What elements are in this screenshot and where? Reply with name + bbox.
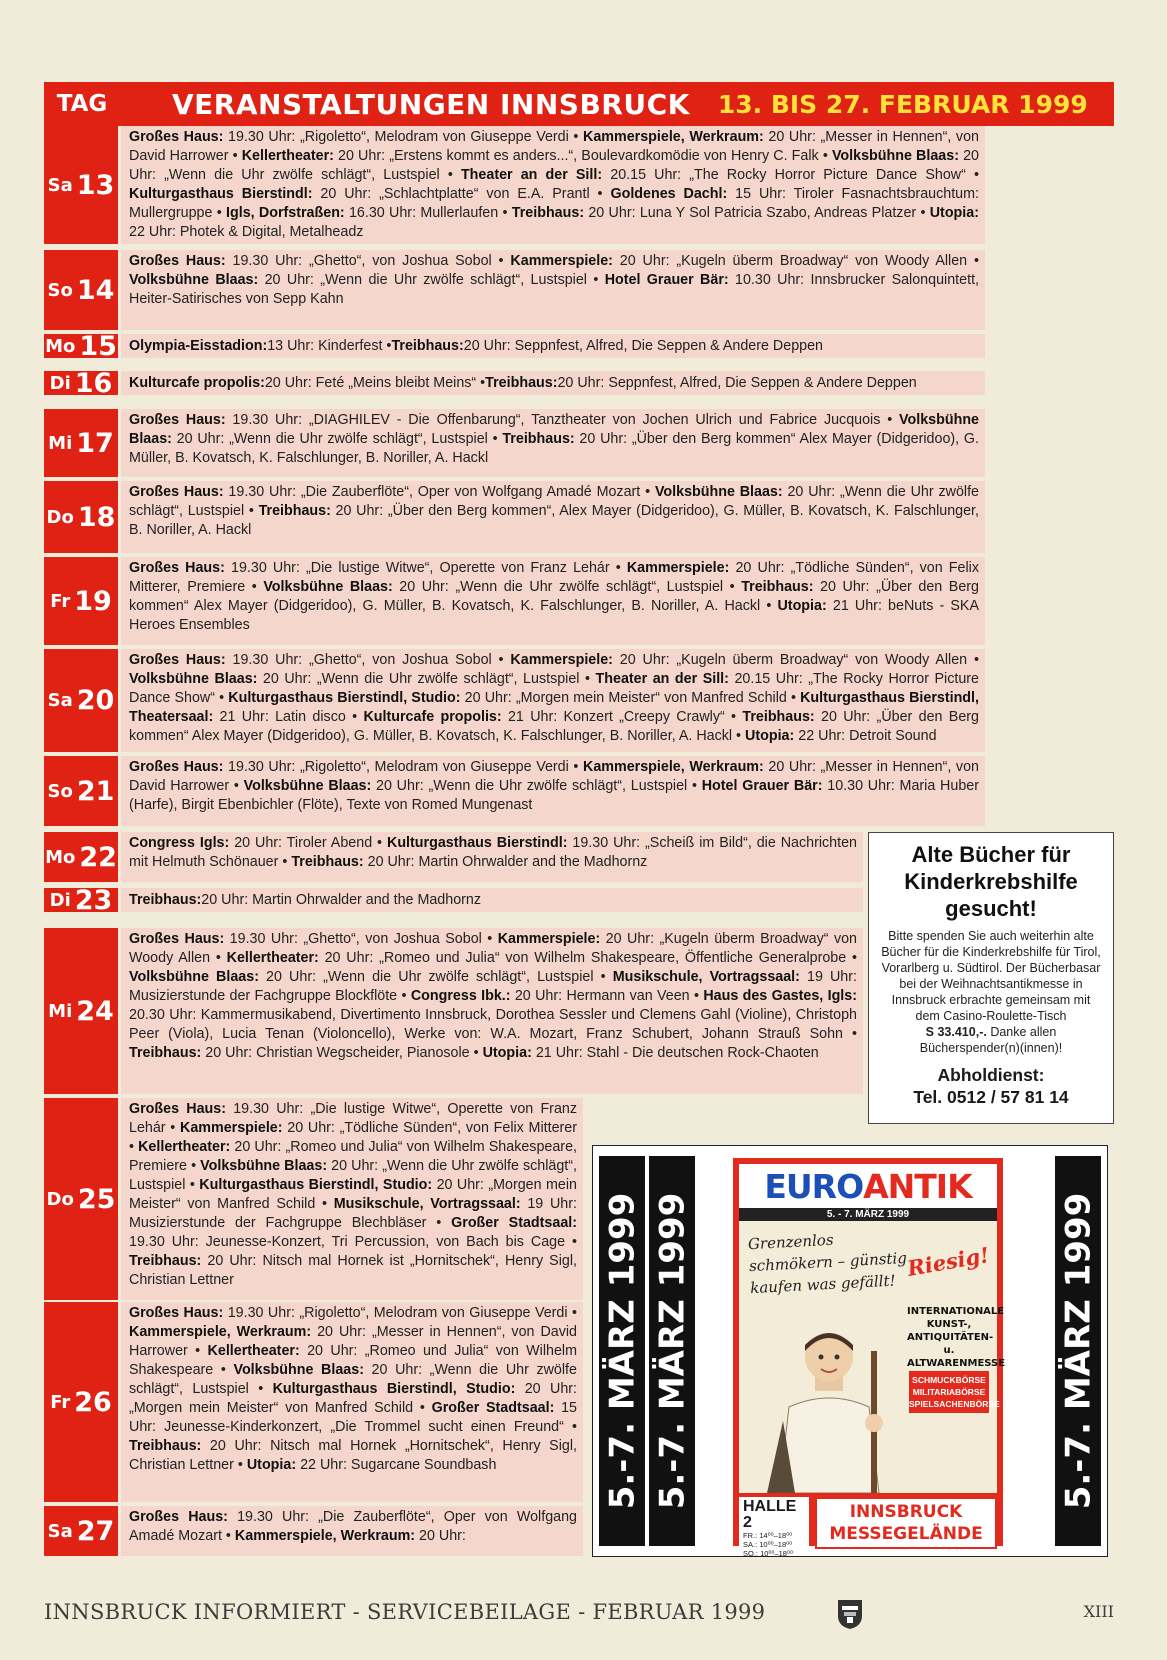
day-label xyxy=(44,928,118,1094)
poster-location: INNSBRUCK MESSEGELÄNDE xyxy=(815,1497,997,1549)
weekday: Sa xyxy=(47,1520,73,1542)
day-label xyxy=(44,126,118,244)
poster-fair-name: INTERNATIONALE KUNST-, ANTIQUITÄTEN- u. ALTWARENMESSE xyxy=(907,1306,1006,1369)
euroantik-logo: EURO ANTIK xyxy=(739,1164,997,1208)
day-label xyxy=(44,649,118,752)
notice-contact: Abholdienst: Tel. 0512 / 57 81 14 xyxy=(879,1064,1103,1108)
event-entry: Kulturcafe propolis: 20 Uhr: Feté „Meins bleibt Meins“ • Treibhaus: 20 Uhr: Seppnfest, Alfred, Die Seppen & Andere Deppen xyxy=(121,371,985,395)
innsbruck-crest-icon xyxy=(836,1598,864,1630)
day-label xyxy=(44,884,118,916)
poster-slogan: Grenzenlos schmökern – günstig kaufen was gefällt! xyxy=(747,1230,908,1298)
weekday: Sa xyxy=(47,174,73,196)
day-label xyxy=(44,330,118,362)
event-entry: Großes Haus: 19.30 Uhr: „Rigoletto“, Melodram von Giuseppe Verdi • Kammerspiele, Werkraum: 20 Uhr: „Messer in Hennen“, von David Harrower • Volksbühne Blaas: 20 Uhr: „Wenn die Uhr zwölfe schlägt“, Lustspiel • Hotel Grauer Bär: 10.30 Uhr: Maria Huber (Harfe), Birgit Ebenbichler (Flöte), Texte von Romed Mungenast xyxy=(121,756,985,826)
day-number: 18 xyxy=(77,501,116,533)
day-label xyxy=(44,250,118,330)
event-entry: Großes Haus: 19.30 Uhr: „Rigoletto“, Melodram von Giuseppe Verdi • Kammerspiele, Werkraum: 20 Uhr: „Messer in Hennen“, von David Harrower • Kellertheater: 20 Uhr: „Erstens kommt es anders...“, Boulevardkomödie von Henry C. Falk • Volksbühne Blaas: 20 Uhr: „Wenn die Uhr zwölfe schlägt“, Lustspiel • Theater an der Sill: 20.15 Uhr: „The Rocky Horror Picture Dance Show“ • Kulturgasthaus Bierstindl: 20 Uhr: „Schlachtplatte“ von E.A. Prantl • Goldenes Dachl: 15 Uhr: Tiroler Fasnachtsbrauchtum: Mullergruppe • Igls, Dorfstraßen: 16.30 Uhr: Mullerlaufen • Treibhaus: 20 Uhr: Luna Y Sol Patricia Szabo, Andreas Platzer • Utopia: 22 Uhr: Photek & Digital, Metalheadz xyxy=(121,126,985,244)
event-entry: Treibhaus: 20 Uhr: Martin Ohrwalder and the Madhornz xyxy=(121,888,863,912)
day-number: 19 xyxy=(74,585,112,617)
day-number: 26 xyxy=(74,1386,112,1418)
date-range: 13. BIS 27. FEBRUAR 1999 xyxy=(717,89,1088,119)
day-label xyxy=(44,1302,118,1502)
day-label xyxy=(44,481,118,553)
weekday: Fr xyxy=(50,1391,71,1413)
column-tag-label: TAG xyxy=(56,91,108,117)
page-title: VERANSTALTUNGEN INNSBRUCK xyxy=(172,87,690,121)
page-number: XIII xyxy=(1083,1602,1114,1621)
poster-sub-fairs: SCHMUCKBÖRSE MILITARIABÖRSE SPIELSACHENBÖRSE xyxy=(909,1371,989,1413)
poster-artwork xyxy=(739,1221,1006,1493)
weekday: Di xyxy=(49,889,71,911)
event-entry: Großes Haus: 19.30 Uhr: „Die lustige Witwe“, Operette von Franz Lehár • Kammerspiele: 20 Uhr: „Tödliche Sünden“, von Felix Mitterer, Premiere • Volksbühne Blaas: 20 Uhr: „Wenn die Uhr zwölfe schlägt“, Lustspiel • Treibhaus: 20 Uhr: „Über den Berg kommen“ Alex Mayer (Didgeridoo), G. Müller, B. Kovatsch, K. Falschlunger, B. Noriller, A. Hackl • Utopia: 21 Uhr: beNuts - SKA Heroes Ensembles xyxy=(121,557,985,645)
day-number: 16 xyxy=(74,367,113,399)
weekday: Di xyxy=(49,372,71,394)
date-strip-2: 5.-7. MÄRZ 1999 xyxy=(649,1156,695,1546)
day-number: 24 xyxy=(76,995,114,1027)
day-label xyxy=(44,832,118,882)
weekday: Do xyxy=(46,506,74,528)
day-number: 27 xyxy=(76,1515,115,1547)
poster-hall: HALLE 2 FR.: 14⁰⁰–18⁰⁰ SA.: 10⁰⁰–18⁰⁰ SO.: 10⁰⁰–18⁰⁰ xyxy=(739,1497,809,1549)
euroantik-poster xyxy=(733,1158,1006,1558)
table-header xyxy=(44,82,1114,126)
event-entry: Großes Haus: 19.30 Uhr: „Die Zauberflöte“, Oper von Wolfgang Amadé Mozart • Volksbühne Blaas: 20 Uhr: „Wenn die Uhr zwölfe schlägt“, Lustspiel • Treibhaus: 20 Uhr: „Über den Berg kommen“, Alex Mayer (Didgeridoo), G. Müller, B. Kovatsch, K. Falschlunger, B. Noriller, A. Hackl xyxy=(121,481,985,553)
notice-thanks: Danke allen Bücherspender(n)(innen)! xyxy=(919,1025,1063,1055)
event-entry: Großes Haus: 19.30 Uhr: „Die Zauberflöte“, Oper von Wolfgang Amadé Mozart • Kammerspiele, Werkraum: 20 Uhr: xyxy=(121,1506,583,1556)
weekday: Mi xyxy=(48,432,73,454)
notice-body: Bitte spenden Sie auch weiterhin alte Bücher für die Kinderkrebshilfe für Tirol, Vorarlberg u. Südtirol. Der Bücherbasar bei der Weihnachtsantikmesse in Innsbruck erbrachte gemeinsam mit dem Casino-Roulette-Tisch S 33.410,-. Danke allen Bücherspender(n)(innen)! xyxy=(881,929,1101,1055)
poster-date: 5. - 7. MÄRZ 1999 xyxy=(739,1208,997,1221)
weekday: Mo xyxy=(45,335,76,357)
date-strip-1: 5.-7. MÄRZ 1999 xyxy=(599,1156,645,1546)
notice-box xyxy=(868,832,1114,1124)
event-entry: Großes Haus: 19.30 Uhr: „DIAGHILEV - Die Offenbarung“, Tanztheater von Jochen Ulrich und Fabrice Jucquois • Volksbühne Blaas: 20 Uhr: „Wenn die Uhr zwölfe schlägt“, Lustspiel • Treibhaus: 20 Uhr: „Über den Berg kommen“ Alex Mayer (Didgeridoo), G. Müller, B. Kovatsch, K. Falschlunger, B. Noriller, A. Hackl xyxy=(121,409,985,477)
event-entry: Großes Haus: 19.30 Uhr: „Die lustige Witwe“, Operette von Franz Lehár • Kammerspiele: 20 Uhr: „Tödliche Sünden“, von Felix Mitterer • Kellertheater: 20 Uhr: „Romeo und Julia“ von Wilhelm Shakespeare, Premiere • Volksbühne Blaas: 20 Uhr: „Wenn die Uhr zwölfe schlägt“, Lustspiel • Kulturgasthaus Bierstindl, Studio: 20 Uhr: „Morgen mein Meister“ von Manfred Schild • Musikschule, Vortragssaal: 19 Uhr: Musizierstunde der Fachgruppe Blechbläser • Großer Stadtsaal: 19.30 Uhr: Jeunesse-Konzert, Tri Percussion, von Bach bis Cage • Treibhaus: 20 Uhr: Nitsch mal Hornek ist „Hornitschek“, Henry Sigl, Christian Lettner xyxy=(121,1098,583,1300)
weekday: So xyxy=(47,279,73,301)
phone-number: Tel. 0512 / 57 81 14 xyxy=(913,1087,1069,1107)
boy-illustration-icon xyxy=(759,1311,899,1493)
event-entry: Großes Haus: 19.30 Uhr: „Ghetto“, von Joshua Sobol • Kammerspiele: 20 Uhr: „Kugeln überm Broadway“ von Woody Allen • Volksbühne Blaas: 20 Uhr: „Wenn die Uhr zwölfe schlägt“, Lustspiel • Theater an der Sill: 20.15 Uhr: „The Rocky Horror Picture Dance Show“ • Kulturgasthaus Bierstindl, Studio: 20 Uhr: „Morgen mein Meister“ von Manfred Schild • Kulturgasthaus Bierstindl, Theatersaal: 21 Uhr: Latin disco • Kulturcafe propolis: 21 Uhr: Konzert „Creepy Crawly“ • Treibhaus: 20 Uhr: „Über den Berg kommen“ Alex Mayer (Didgeridoo), G. Müller, B. Kovatsch, K. Falschlunger, B. Noriller, A. Hackl • Utopia: 22 Uhr: Detroit Sound xyxy=(121,649,985,752)
weekday: Fr xyxy=(50,590,71,612)
day-label xyxy=(44,1098,118,1300)
event-entry: Großes Haus: 19.30 Uhr: „Ghetto“, von Joshua Sobol • Kammerspiele: 20 Uhr: „Kugeln überm Broadway“ von Woody Allen • Kellertheater: 20 Uhr: „Romeo und Julia“ von Wilhelm Shakespeare, Öffentliche Generalprobe • Volksbühne Blaas: 20 Uhr: „Wenn die Uhr zwölfe schlägt“, Lustspiel • Musikschule, Vortragssaal: 19 Uhr: Musizierstunde der Fachgruppe Blockflöte • Congress Ibk.: 20 Uhr: Hermann van Veen • Haus des Gastes, Igls: 20.30 Uhr: Kammermusikabend, Divertimento Innsbruck, Dorothea Sessler und Clemens Gahl (Violine), Christoph Peer (Viola), Lucia Tenan (Violoncello), Werke von: W.A. Mozart, Franz Schubert, Johann Strauß Sohn • Treibhaus: 20 Uhr: Christian Wegscheider, Pianosole • Utopia: 21 Uhr: Stahl - Die deutschen Rock-Chaoten xyxy=(121,928,863,1094)
euroantik-advertisement xyxy=(592,1145,1108,1557)
day-label xyxy=(44,367,118,399)
day-label xyxy=(44,1506,118,1556)
day-number: 21 xyxy=(76,775,115,807)
event-entry: Congress Igls: 20 Uhr: Tiroler Abend • Kulturgasthaus Bierstindl: 19.30 Uhr: „Scheiß im Bild“, die Nachrichten mit Helmuth Schönauer • Treibhaus: 20 Uhr: Martin Ohrwalder and the Madhornz xyxy=(121,832,863,882)
notice-amount: S 33.410,-. xyxy=(925,1025,987,1039)
weekday: Sa xyxy=(47,690,73,711)
event-entry: Großes Haus: 19.30 Uhr: „Ghetto“, von Joshua Sobol • Kammerspiele: 20 Uhr: „Kugeln überm Broadway“ von Woody Allen • Volksbühne Blaas: 20 Uhr: „Wenn die Uhr zwölfe schlägt“, Lustspiel • Hotel Grauer Bär: 10.30 Uhr: Innsbrucker Salonquintett, Heiter-Satirisches von Sepp Kahn xyxy=(121,250,985,330)
day-label xyxy=(44,409,118,477)
notice-title: Alte Bücher für Kinderkrebshilfe gesucht! xyxy=(904,842,1078,921)
day-number: 25 xyxy=(77,1183,116,1215)
day-number: 13 xyxy=(76,169,115,201)
weekday: Do xyxy=(46,1188,74,1210)
poster-riesig: Riesig! xyxy=(904,1242,991,1281)
day-label xyxy=(44,756,118,826)
date-strip-3: 5.-7. MÄRZ 1999 xyxy=(1055,1156,1101,1546)
footer-title: INNSBRUCK INFORMIERT - SERVICEBEILAGE - FEBRUAR 1999 xyxy=(44,1600,766,1624)
day-number: 20 xyxy=(76,685,115,716)
page-footer xyxy=(44,1600,1114,1630)
day-number: 23 xyxy=(74,884,113,916)
poster-bottom xyxy=(739,1497,997,1558)
day-number: 17 xyxy=(76,427,114,459)
event-entry: Olympia-Eisstadion: 13 Uhr: Kinderfest • Treibhaus: 20 Uhr: Seppnfest, Alfred, Die Seppen & Andere Deppen xyxy=(121,334,985,358)
weekday: So xyxy=(47,780,73,802)
day-number: 14 xyxy=(76,274,115,306)
weekday: Mi xyxy=(48,1000,73,1022)
weekday: Mo xyxy=(45,846,76,868)
day-label xyxy=(44,557,118,645)
event-entry: Großes Haus: 19.30 Uhr: „Rigoletto“, Melodram von Giuseppe Verdi • Kammerspiele, Werkraum: 20 Uhr: „Messer in Hennen“, von David Harrower • Kellertheater: 20 Uhr: „Romeo und Julia“ von Wilhelm Shakespeare • Volksbühne Blaas: 20 Uhr: „Wenn die Uhr zwölfe schlägt“, Lustspiel • Kulturgasthaus Bierstindl, Studio: 20 Uhr: „Morgen mein Meister“ von Manfred Schild • Großer Stadtsaal: 15 Uhr: Jeunesse-Kinderkonzert, „Die Trommel sucht einen Freund“ • Treibhaus: 20 Uhr: Nitsch mal Hornek „Hornitschek“, Henry Sigl, Christian Lettner • Utopia: 22 Uhr: Sugarcane Soundbash xyxy=(121,1302,583,1502)
day-number: 15 xyxy=(79,330,117,362)
day-number: 22 xyxy=(79,841,117,873)
